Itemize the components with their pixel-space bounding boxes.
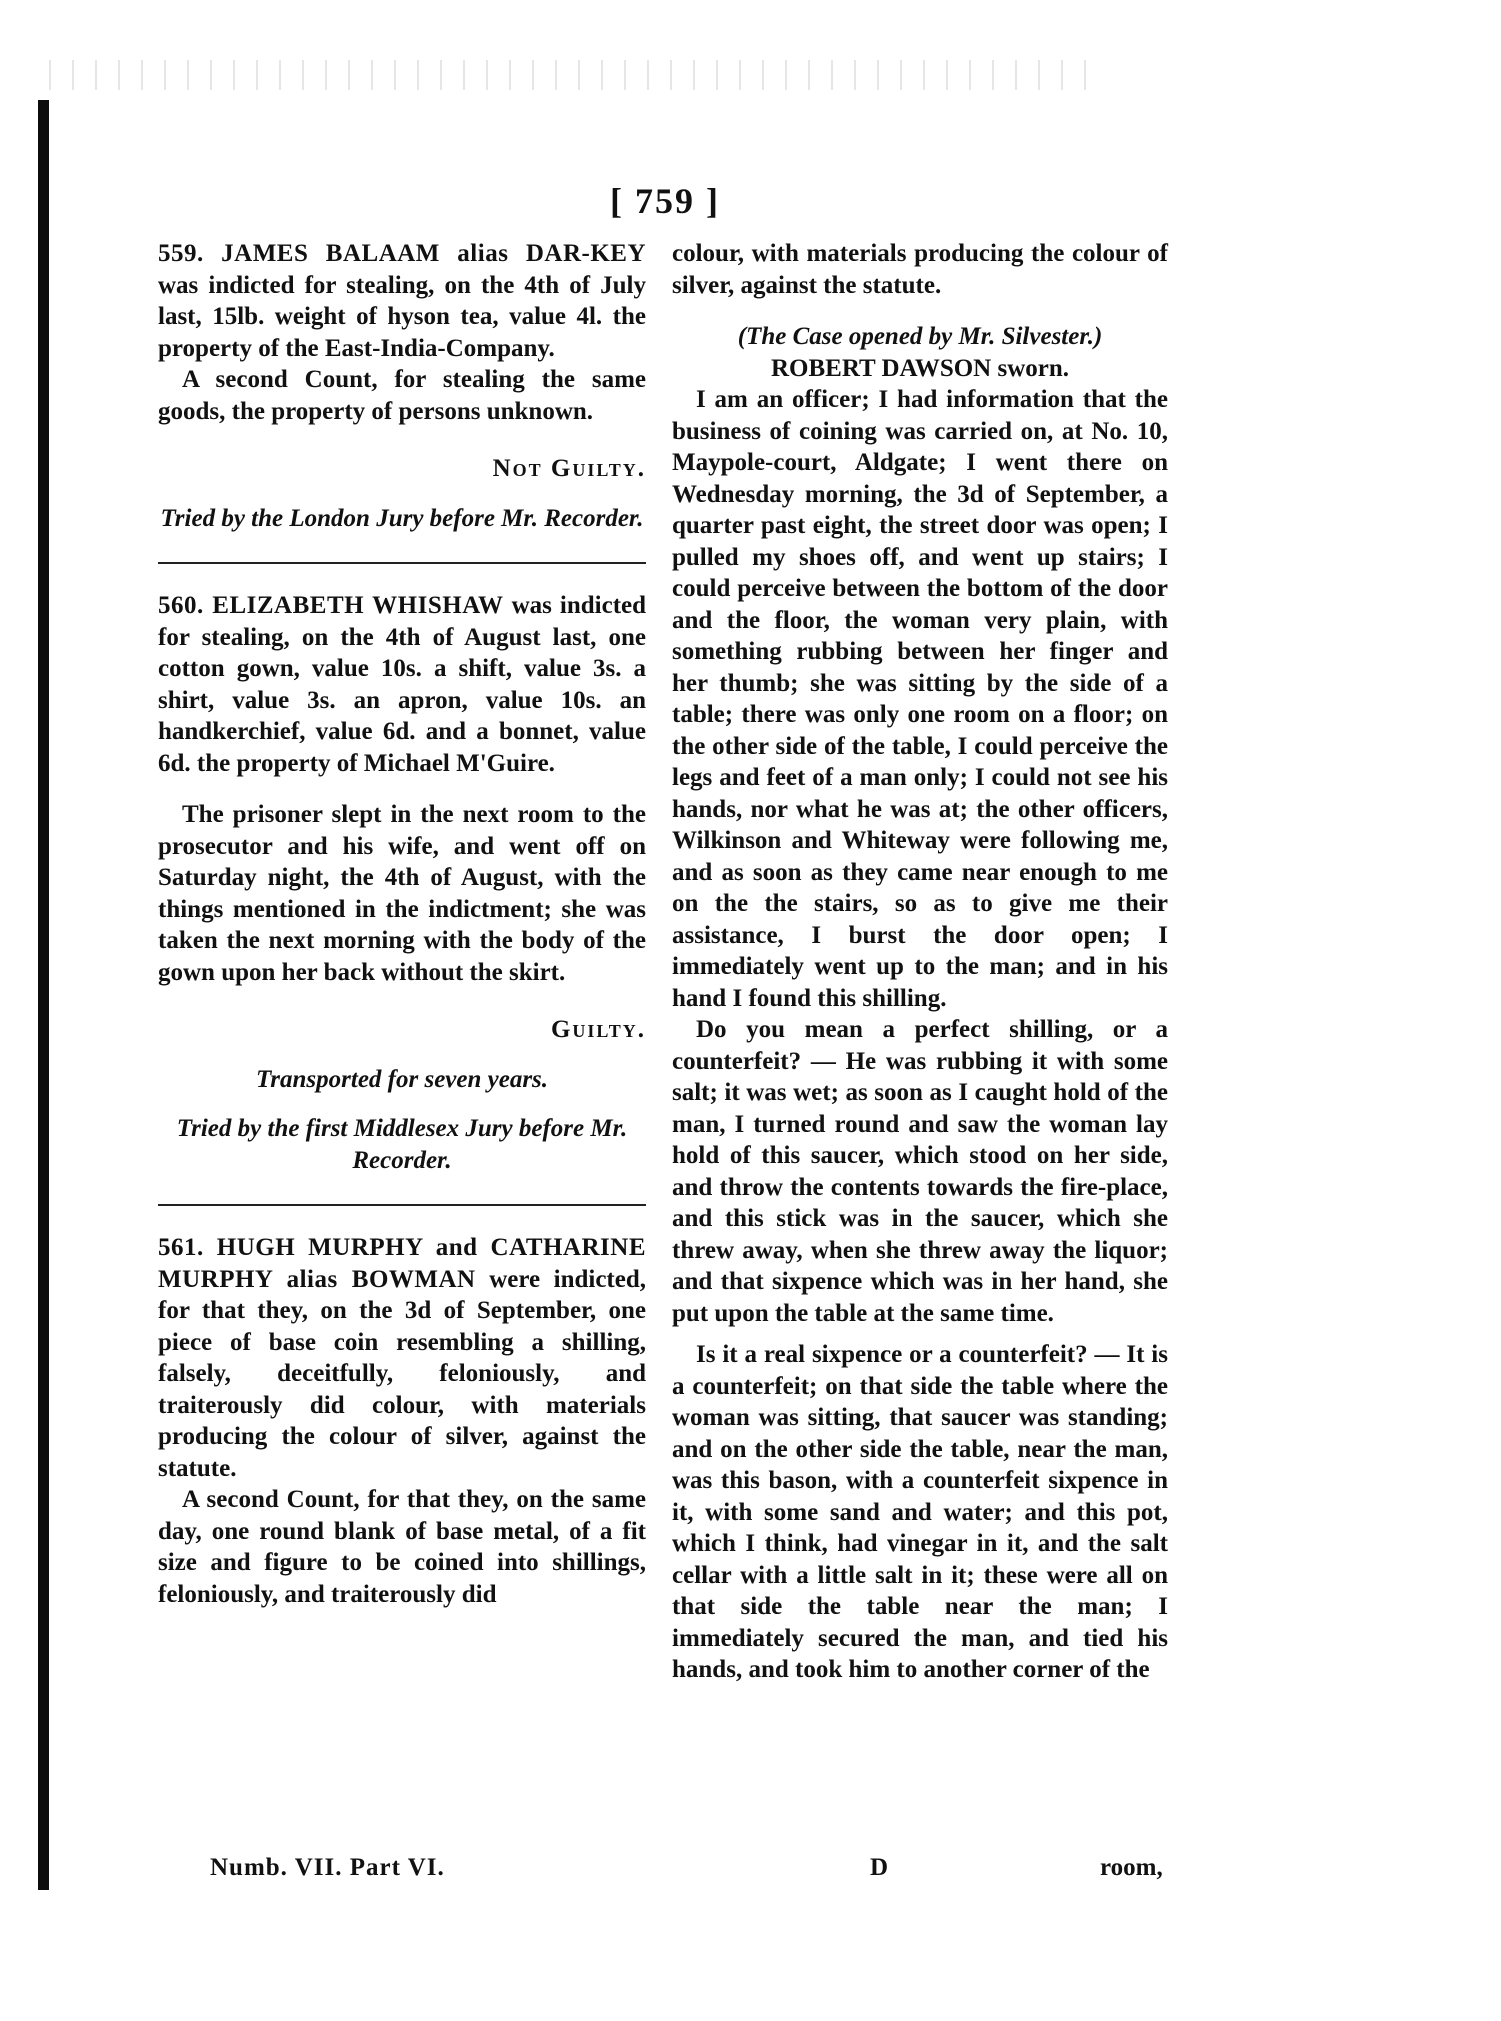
case-561-second-count: A second Count, for that they, on the same day, one round blank of base metal, of a fit size and figure to be coined into shillings, feloniously, and traiterously did [158, 1486, 646, 1608]
case-559-text: was indicted for stealing, on the 4th of July last, 15lb. weight of hyson tea, value 4l. the property of the East-India-Company. [158, 271, 646, 362]
case-559-heading: 559. JAMES BALAAM alias DAR-KEY [158, 240, 646, 267]
section-divider [158, 562, 646, 564]
case-561-text: were indicted, for that they, on the 3d of September, one piece of base coin resembling a shilling, falsely, deceitfully, feloniously, and traiterously did colour, with materials producing the colour of silver, against the statute. [158, 1265, 647, 1482]
case-560-text: was indicted for stealing, on the 4th of August last, one cotton gown, value 10s. a shift, value 3s. a shirt, value 3s. an apron, value 10s. an handkerchief, value 6d. and a bonnet, value 6d. the property of Michael M'Guire. [158, 592, 647, 777]
left-column [158, 238, 646, 1610]
spacer [672, 1329, 1168, 1339]
testimony-paragraph-2: Do you mean a perfect shilling, or a counterfeit? — He was rubbing it with some salt; it was wet; as soon as I caught hold of the man, I turned round and saw the woman lay hold of this saucer, which stood on her side, and throw the contents towards the fire-place, and this stick was in the saucer, which she threw away, when she threw away the liquor; and that sixpence which was in her hand, she put upon the table at the same time. [672, 1016, 1168, 1327]
case-560-tried: Tried by the first Middlesex Jury before Mr. Recorder. [176, 1115, 628, 1174]
case-560-heading: 560. ELIZABETH WHISHAW [158, 592, 504, 619]
catchword: room, [1100, 1854, 1163, 1881]
footer-number-part: Numb. VII. Part VI. [210, 1854, 445, 1881]
spacer [158, 779, 646, 799]
witness-heading: ROBERT DAWSON sworn. [770, 354, 1070, 382]
testimony-paragraph-1: I am an officer; I had information that the business of coining was carried on, at No. 10, Maypole-court, Aldgate; I went there on Wednesday morning, the 3d of September, a quarter past eight, the street door was open; I pulled my shoes off, and went up stairs; I could perceive between the bottom of the door and the floor, the woman very plain, with something rubbing between her finger and her thumb; she was sitting by the side of a table; there was only one room on a floor; on the other side of the table, I could perceive the legs and feet of a man only; I could not see his hands, nor what he was at; the other officers, Wilkinson and Whiteway were following me, and as soon as they came near enough to me on the the stairs, so as to give me their assistance, I burst the door open; I immediately went up to the man; and in his hand I found this shilling. [672, 386, 1168, 1012]
binding-edge [38, 100, 49, 1890]
case-561-heading: 561. HUGH MURPHY and CATHARINE MURPHY alias BOWMAN [158, 1234, 646, 1293]
case-559 [158, 238, 646, 364]
case-561-continuation: colour, with materials producing the colour of silver, against the statute. [672, 240, 1168, 299]
case-560 [158, 590, 646, 779]
page-number: [ 759 ] [610, 181, 720, 221]
testimony-paragraph-3: Is it a real sixpence or a counterfeit? — It is a counterfeit; on that side the table where the woman was sitting, that saucer was standing; and on the other side the table, near the man, was this bason, with a counterfeit sixpence in it, with some sand and water; and this pot, which I think, had vinegar in it, and the salt cellar with a little salt in it; these were all on that side the table near the man; I immediately secured the man, and tied his hands, and took him to another corner of the [672, 1341, 1168, 1683]
right-column [672, 238, 1168, 1686]
case-560-sentence: Transported for seven years. [255, 1065, 549, 1093]
case-561 [158, 1232, 646, 1484]
spacer [672, 301, 1168, 321]
case-560-verdict: Guilty. [550, 1016, 646, 1043]
case-560-facts: The prisoner slept in the next room to the prosecutor and his wife, and went off on Saturday night, the 4th of August, with the things mentioned in the indictment; she was taken the next morning with the body of the gown upon her back without the skirt. [158, 801, 646, 986]
scan-noise [40, 60, 1100, 90]
case-559-verdict: Not Guilty. [492, 455, 646, 482]
case-opened-note: (The Case opened by Mr. Silvester.) [737, 323, 1103, 350]
signature-mark: D [870, 1854, 889, 1881]
case-559-second-count: A second Count, for stealing the same goods, the property of persons unknown. [158, 366, 646, 425]
case-559-tried: Tried by the London Jury before Mr. Recorder. [160, 504, 644, 532]
section-divider [158, 1204, 646, 1206]
